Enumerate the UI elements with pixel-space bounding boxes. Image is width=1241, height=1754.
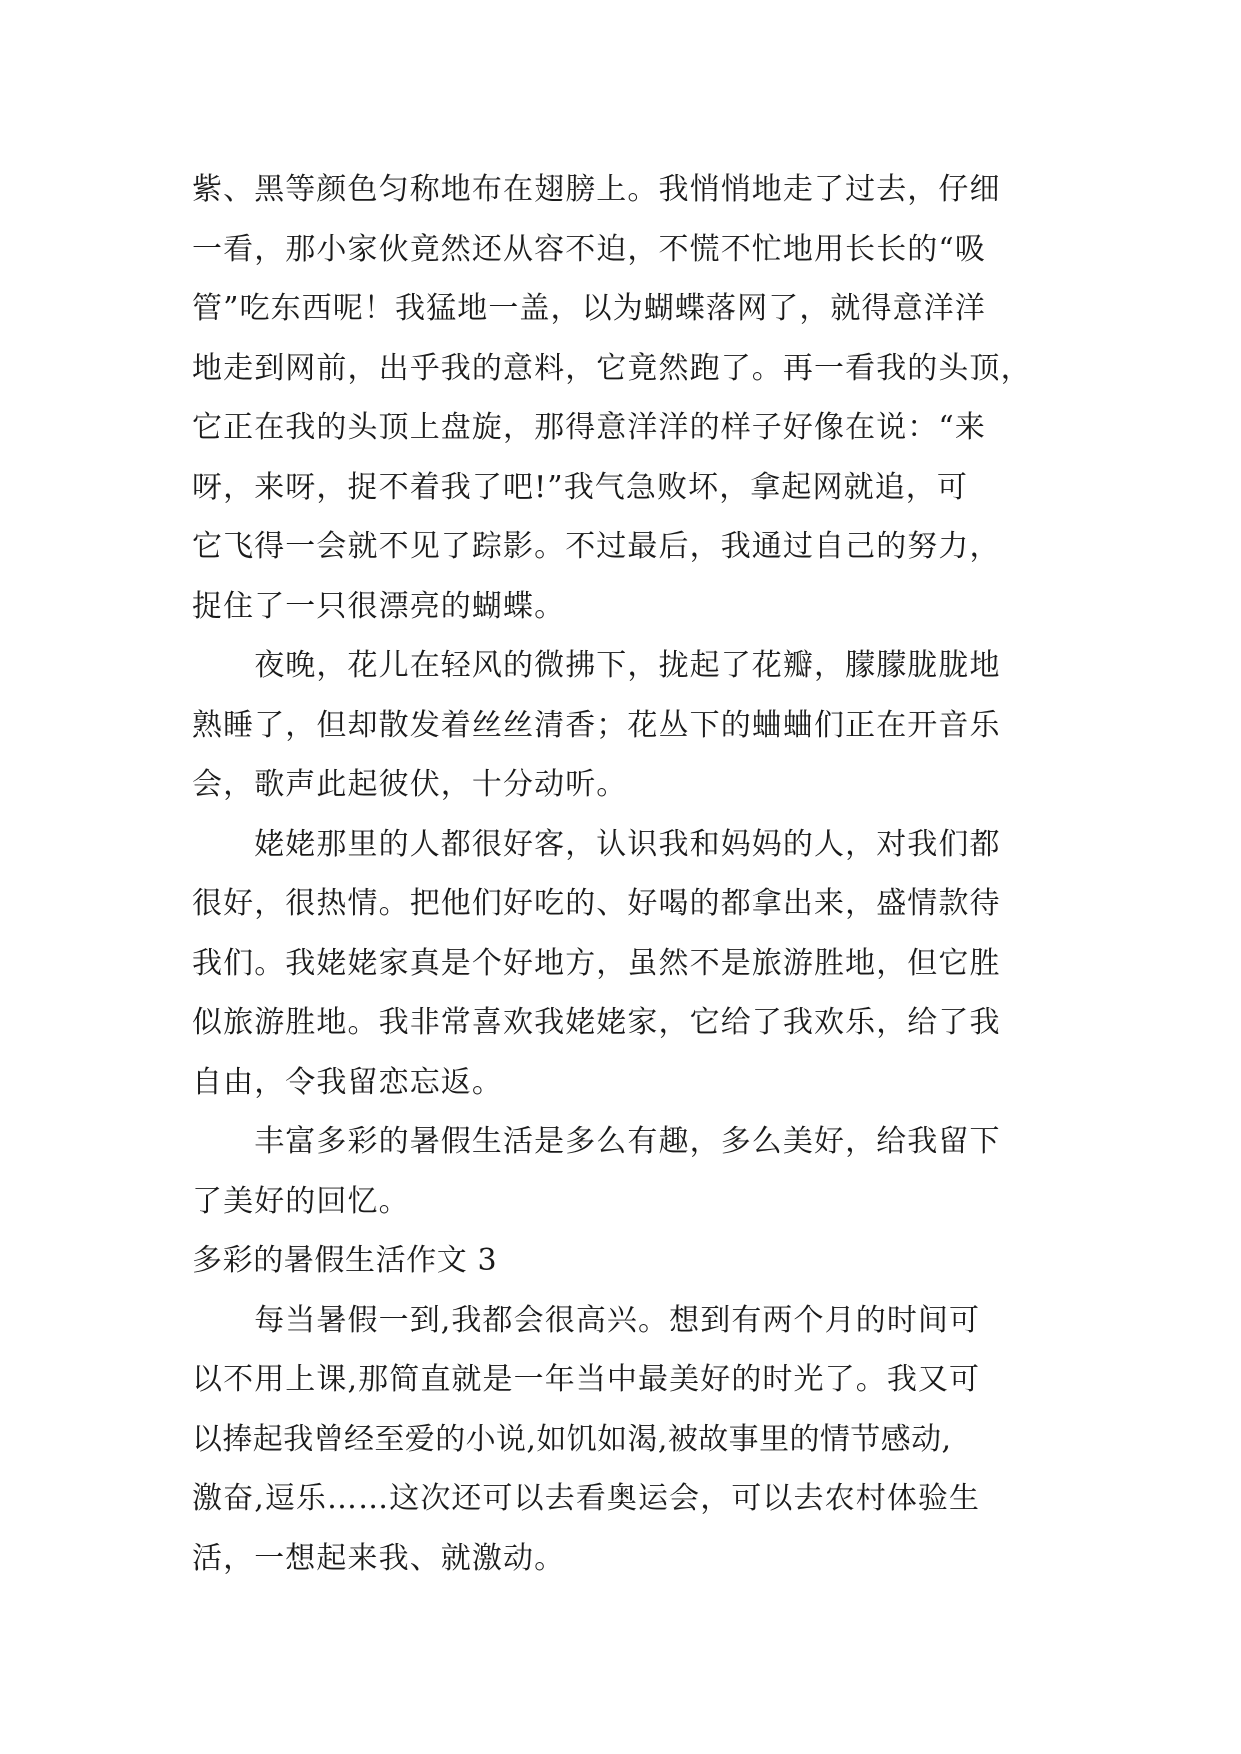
text-line: 以不用上课,那简直就是一年当中最美好的时光了。我又可 <box>192 1362 981 1397</box>
text-line: 很好，很热情。把他们好吃的、好喝的都拿出来，盛情款待 <box>192 886 1001 921</box>
text-line: 地走到网前，出乎我的意料，它竟然跑了。再一看我的头顶， <box>192 350 1032 386</box>
text-line: 紫、黑等颜色匀称地布在翅膀上。我悄悄地走了过去，仔细 <box>192 172 1001 207</box>
text-line: 它飞得一会就不见了踪影。不过最后，我通过自己的努力， <box>192 529 1001 564</box>
document-body <box>192 160 1072 1588</box>
text-line: 以捧起我曾经至爱的小说,如饥如渴,被故事里的情节感动, <box>192 1421 952 1457</box>
text-line: 熟睡了，但却散发着丝丝清香；花丛下的蛐蛐们正在开音乐 <box>192 707 1001 743</box>
text-line: 它正在我的头顶上盘旋，那得意洋洋的样子好像在说：“来 <box>192 410 986 445</box>
text-line: 捉住了一只很漂亮的蝴蝶。 <box>192 588 566 624</box>
text-line: 管”吃东西呢！我猛地一盖，以为蝴蝶落网了，就得意洋洋 <box>192 291 986 326</box>
text-line: 激奋,逗乐……这次还可以去看奥运会，可以去农村体验生 <box>192 1481 981 1516</box>
text-line: 了美好的回忆。 <box>192 1183 410 1219</box>
text-line: 似旅游胜地。我非常喜欢我姥姥家，它给了我欢乐，给了我 <box>192 1005 1001 1040</box>
text-line: 自由，令我留恋忘返。 <box>192 1064 503 1100</box>
text-line: 会，歌声此起彼伏，十分动听。 <box>192 767 628 802</box>
section-heading: 多彩的暑假生活作文 3 <box>192 1243 498 1278</box>
text-line: 呀，来呀，捉不着我了吧!”我气急败坏，拿起网就追，可 <box>192 469 968 505</box>
text-line: 每当暑假一到,我都会很高兴。想到有两个月的时间可 <box>192 1302 981 1338</box>
text-line: 姥姥那里的人都很好客，认识我和妈妈的人，对我们都 <box>192 826 1001 862</box>
text-line: 一看，那小家伙竟然还从容不迫，不慌不忙地用长长的“吸 <box>192 231 986 267</box>
text-line: 我们。我姥姥家真是个好地方，虽然不是旅游胜地，但它胜 <box>192 945 1001 981</box>
text-line: 夜晚，花儿在轻风的微拂下，拢起了花瓣，朦朦胧胧地 <box>192 648 1001 683</box>
text-line: 活，一想起来我、就激动。 <box>192 1540 566 1576</box>
text-line: 丰富多彩的暑假生活是多么有趣，多么美好，给我留下 <box>192 1124 1001 1159</box>
